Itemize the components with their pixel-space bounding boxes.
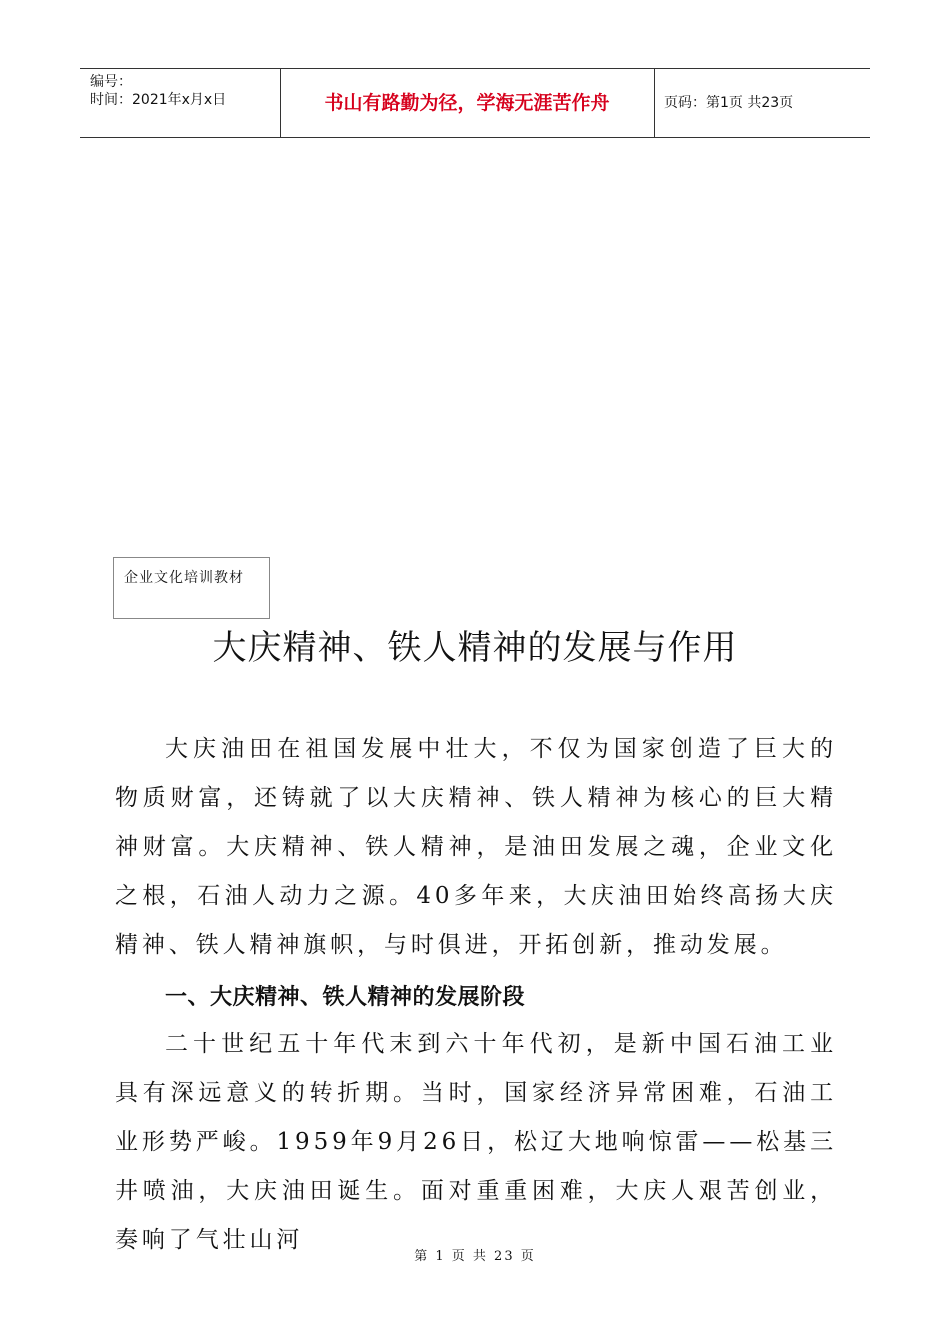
header-page-info: 页码：第1页 共23页	[664, 95, 794, 111]
paragraph-intro: 大庆油田在祖国发展中壮大，不仅为国家创造了巨大的物质财富，还铸就了以大庆精神、铁人精神为核心的巨大精神财富。大庆精神、铁人精神，是油田发展之魂，企业文化之根，石油人动力之源。40多年来，大庆油田始终高扬大庆精神、铁人精神旗帜，与时俱进，开拓创新，推动发展。	[115, 736, 837, 958]
document-title: 大庆精神、铁人精神的发展与作用	[212, 628, 738, 668]
header-meta	[80, 69, 281, 137]
paragraph-history: 二十世纪五十年代末到六十年代初，是新中国石油工业具有深远意义的转折期。当时，国家经济异常困难，石油工业形势严峻。1959年9月26日，松辽大地响惊雷——松基三井喷油，大庆油田诞生。面对重重困难，大庆人艰苦创业，奏响了气壮山河	[115, 1031, 837, 1253]
page-footer: 第 1 页 共 23 页	[414, 1249, 536, 1264]
date-label: 时间：2021年x月x日	[90, 92, 227, 108]
category-label-box: 企业文化培训教材	[113, 557, 270, 619]
number-label: 编号：	[90, 74, 132, 90]
section-heading: 一、大庆精神、铁人精神的发展阶段	[165, 985, 526, 1010]
page-header	[80, 68, 870, 138]
header-motto: 书山有路勤为径，学海无涯苦作舟	[280, 69, 655, 137]
